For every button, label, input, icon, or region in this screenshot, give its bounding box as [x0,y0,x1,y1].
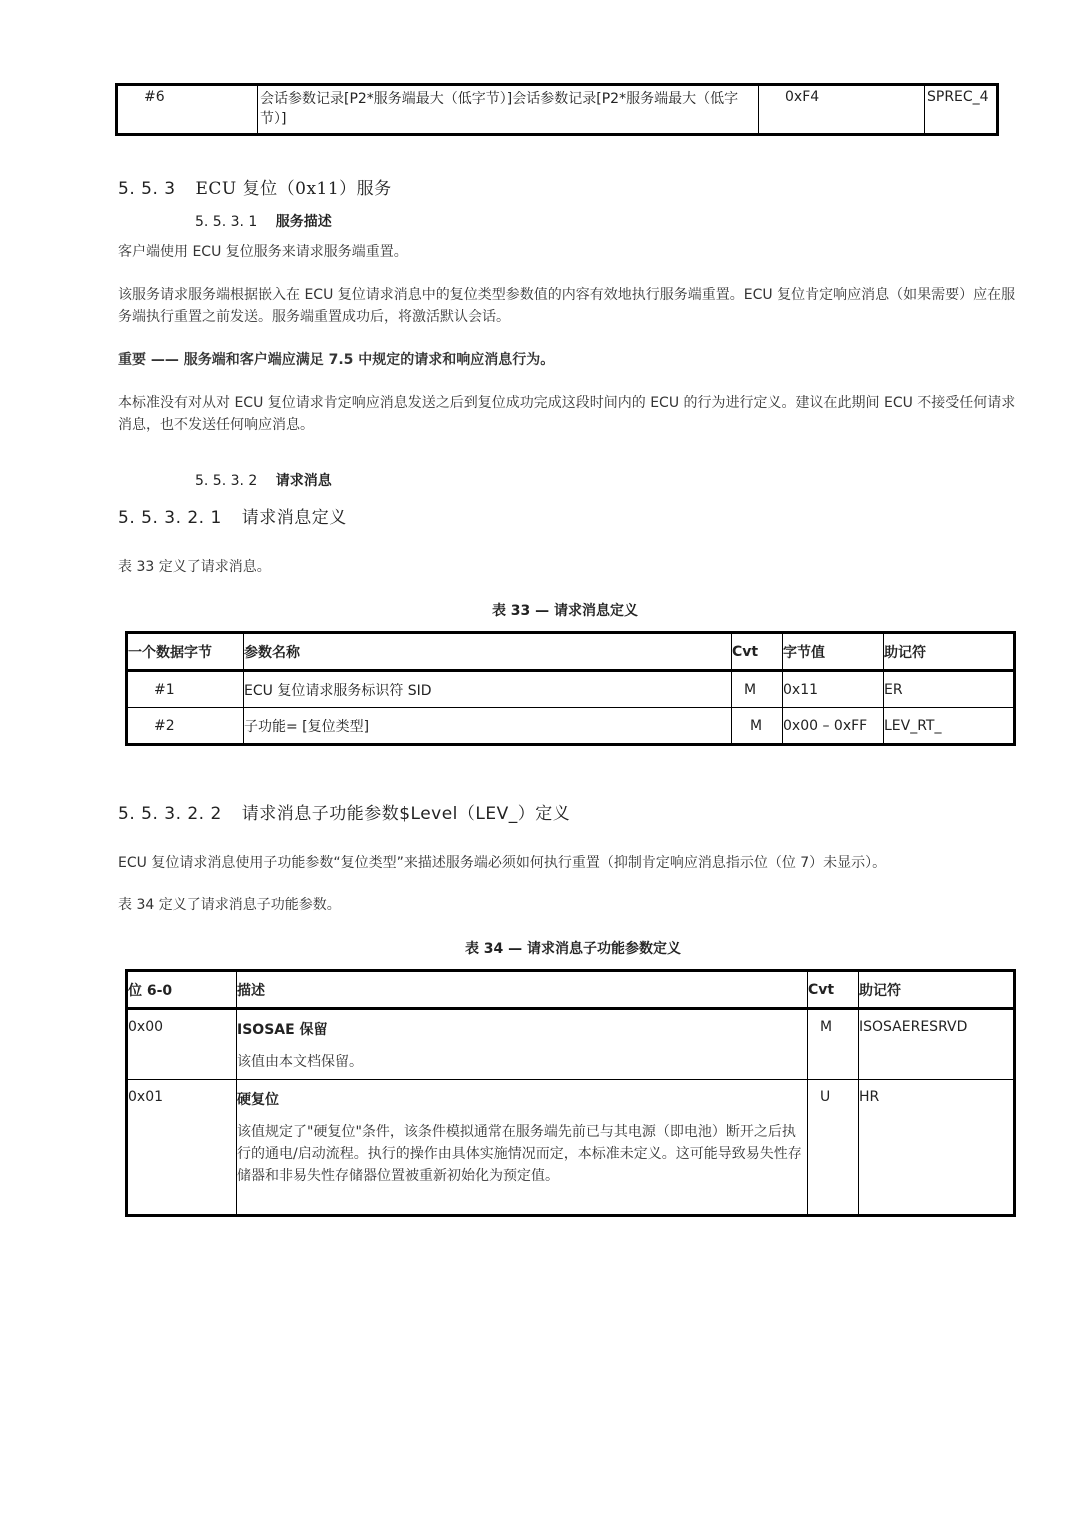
section-number: 5. 5. 3. 2 [195,473,258,489]
cell: M [732,708,783,745]
section-title: 请求消息 [275,473,332,489]
paragraph: 本标准没有对从对 ECU 复位请求肯定响应消息发送之后到复位成功完成这段时间内的 ECU 的行为进行定义。建议在此期间 ECU 不接受任何请求消息，也不发送任何响应消息。 [118,395,1016,433]
important-note: 重要 —— 服务端和客户端应满足 7.5 中规定的请求和响应消息行为。 [118,352,555,368]
cell: M [808,1009,859,1080]
paragraph: ECU 复位请求消息使用子功能参数“复位类型”来描述服务端必须如何执行重置（抑制肯定响应消息指示位（位 7）未显示）。 [118,855,887,871]
row-description: 该值规定了"硬复位"条件，该条件模拟通常在服务端先前已与其电源（即电池）断开之后执行的通电/启动流程。执行的操作由具体实施情况而定，本标准未定义。这可能导致易失性存储器和非易失性存储器位置被重新初始化为预定值。 [237,1124,802,1184]
row-title: ISOSAE 保留 [237,1022,328,1038]
header-cell: 参数名称 [244,633,732,671]
section-title: ECU 复位（0x11）服务 [195,179,392,199]
mnemonic: SPREC_4 [927,89,989,105]
cell: M [732,671,783,708]
header-cell: 一个数据字节 [127,633,244,671]
section-number: 5. 5. 3. 2. 1 [118,508,222,528]
header-cell: Cvt [808,971,859,1009]
byte-value: 0xF4 [785,89,820,105]
cell: 子功能= [复位类型] [244,708,732,745]
cell: ECU 复位请求服务标识符 SID [244,671,732,708]
cell: 0x00 – 0xFF [783,708,884,745]
param-name-cell [258,85,759,135]
value-cell [759,85,925,135]
cell: HR [859,1080,1015,1216]
section-heading-5-5-3-2-2 [118,799,570,824]
section-title: 请求消息定义 [241,508,347,528]
section-number: 5. 5. 3. 1 [195,214,258,230]
header-cell: Cvt [732,633,783,671]
cell: LEV_RT_ [884,708,1015,745]
description-cell [237,1080,808,1216]
table-34 [125,969,1016,1217]
param-name: 会话参数记录[P2*服务端最大（低字节）]会话参数记录[P2*服务端最大（低字节）] [260,91,739,127]
header-cell: 位 6-0 [127,971,237,1009]
cell: U [808,1080,859,1216]
header-cell: 字节值 [783,633,884,671]
byte-cell [117,85,258,135]
table-row [127,1080,1015,1216]
table-header-row [127,971,1015,1009]
section-number: 5. 5. 3. 2. 2 [118,804,222,824]
section-heading-5-5-3-2 [195,470,332,490]
table-row [127,708,1015,745]
table-row [127,671,1015,708]
mnemonic-cell [925,85,998,135]
table-row [117,85,998,135]
table34-caption: 表 34 — 请求消息子功能参数定义 [464,941,682,957]
section-number: 5. 5. 3 [118,179,176,199]
section-heading-5-5-3-1 [195,211,332,231]
cell: #1 [127,671,244,708]
cell: ISOSAERESRVD [859,1009,1015,1080]
paragraph: 该服务请求服务端根据嵌入在 ECU 复位请求消息中的复位类型参数值的内容有效地执行服务端重置。ECU 复位肯定响应消息（如果需要）应在服务端执行重置之前发送。服务端重置成功后，将激活默认会话。 [118,287,1016,325]
byte-number: #6 [144,89,165,105]
cell: 0x00 [127,1009,237,1080]
paragraph: 客户端使用 ECU 复位服务来请求服务端重置。 [118,244,408,260]
description-cell [237,1009,808,1080]
row-description: 该值由本文档保留。 [237,1054,363,1070]
row-title: 硬复位 [237,1092,279,1108]
header-cell: 助记符 [884,633,1015,671]
table-row [127,1009,1015,1080]
cell: 0x11 [783,671,884,708]
header-cell: 描述 [237,971,808,1009]
section-heading-5-5-3-2-1 [118,503,347,528]
section-title: 服务描述 [275,214,332,230]
section-heading-5-5-3 [118,174,392,199]
section-title: 请求消息子功能参数$Level（LEV_）定义 [241,804,571,824]
top-table-fragment [115,83,999,136]
paragraph: 表 34 定义了请求消息子功能参数。 [118,897,341,913]
table-header-row [127,633,1015,671]
header-cell: 助记符 [859,971,1015,1009]
cell: #2 [127,708,244,745]
paragraph: 表 33 定义了请求消息。 [118,559,271,575]
table-33 [125,631,1016,746]
cell: ER [884,671,1015,708]
table33-caption: 表 33 — 请求消息定义 [491,603,639,619]
cell: 0x01 [127,1080,237,1216]
